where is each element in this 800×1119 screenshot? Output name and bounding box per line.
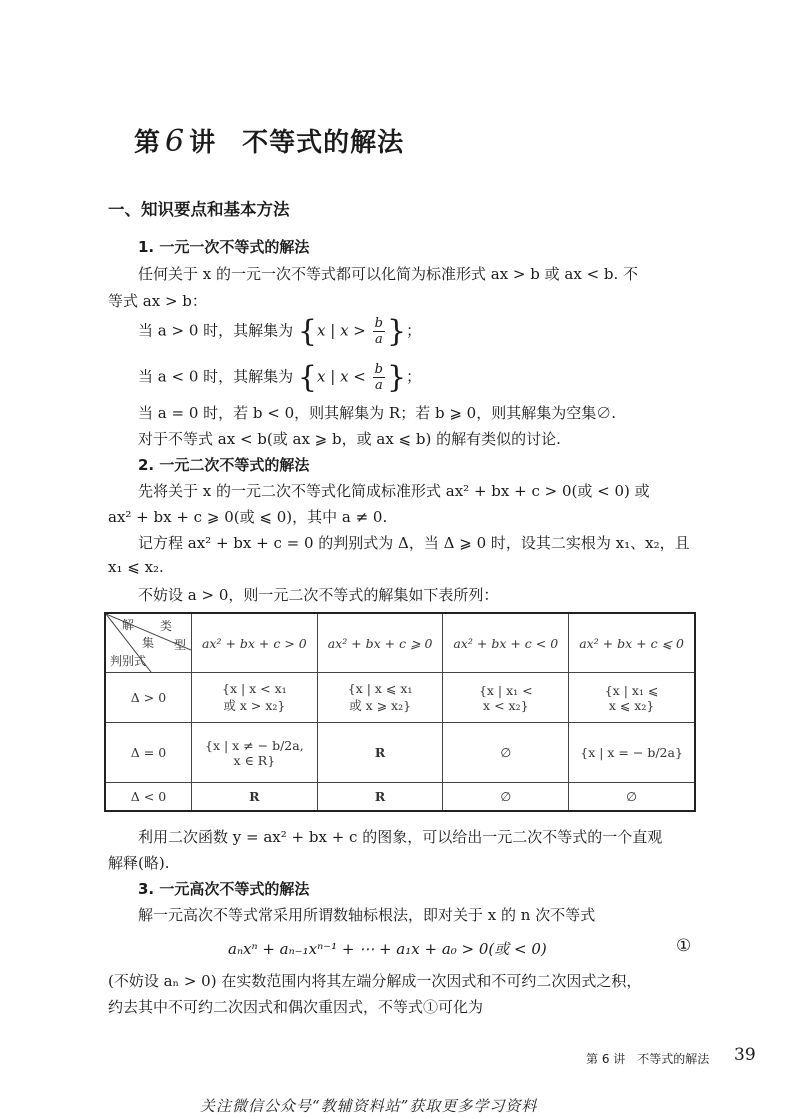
chapter-name: 不等式的解法 <box>242 128 405 158</box>
s2-paragraph-2b: x₁ ⩽ x₂. <box>108 558 164 576</box>
subsection-1-title: 1. 一元一次不等式的解法 <box>138 238 310 256</box>
s1-paragraph-1: 任何关于 x 的一元一次不等式都可以化简为标准形式 ax > b 或 ax < b. 不 <box>138 265 639 283</box>
case2-text: 当 a < 0 时，其解集为 <box>138 367 294 386</box>
case1-text: 当 a > 0 时，其解集为 <box>138 321 294 340</box>
corner-discriminant: 判别式 <box>110 654 147 668</box>
section-heading: 一、知识要点和基本方法 <box>108 200 290 219</box>
table-corner-cell <box>105 613 192 673</box>
equation-marker: ① <box>676 936 692 956</box>
table-header-row <box>105 613 695 673</box>
left-brace: { <box>297 360 318 395</box>
table-row <box>105 673 695 723</box>
s2-paragraph-4b: 解释(略). <box>108 854 170 872</box>
case2-set: x | x < <box>317 367 366 386</box>
s3-formula: aₙxⁿ + aₙ₋₁xⁿ⁻¹ + ⋯ + a₁x + a₀ > 0(或 < 0) <box>228 940 547 958</box>
s2-paragraph-3: 不妨设 a > 0，则一元二次不等式的解集如下表所列： <box>138 586 499 604</box>
table-cell: {x | x ⩽ x₁ 或 x ⩾ x₂} <box>317 673 443 723</box>
row-label: Δ < 0 <box>105 783 192 811</box>
s2-paragraph-1b: ax² + bx + c ⩾ 0(或 ⩽ 0)，其中 a ≠ 0. <box>108 508 388 526</box>
page-number: 39 <box>734 1045 756 1065</box>
table-cell: R <box>317 723 443 783</box>
table-cell: {x | x₁ < x < x₂} <box>443 673 569 723</box>
s2-paragraph-1: 先将关于 x 的一元二次不等式化简成标准形式 ax² + bx + c > 0(或 < 0) 或 <box>138 482 650 500</box>
table-header: ax² + bx + c > 0 <box>192 613 318 673</box>
table-header: ax² + bx + c ⩾ 0 <box>317 613 443 673</box>
s1-case-positive: 当 a > 0 时，其解集为 {x | x > $\frac{b}{a}$ }； <box>138 314 422 349</box>
s2-paragraph-2: 记方程 ax² + bx + c = 0 的判别式为 Δ，当 Δ ⩾ 0 时，设其二实根为 x₁、x₂，且 <box>138 534 690 552</box>
table-cell: {x | x ≠ − b/2a, x ∈ R} <box>192 723 318 783</box>
subsection-3-title: 3. 一元高次不等式的解法 <box>138 880 310 898</box>
promo-banner: 关注微信公众号“教辅资料站”获取更多学习资料 <box>200 1097 538 1115</box>
running-footer: 第 6 讲 不等式的解法 <box>586 1052 710 1066</box>
case1-set: x | x > <box>317 321 366 340</box>
table-cell: R <box>317 783 443 811</box>
corner-type-2: 型 <box>174 638 187 652</box>
s1-case-negative: 当 a < 0 时，其解集为 {x | x < $\frac{b}{a}$ }； <box>138 360 422 395</box>
s3-paragraph-1: 解一元高次不等式常采用所谓数轴标根法，即对关于 x 的 n 次不等式 <box>138 906 596 924</box>
s1-note: 对于不等式 ax < b(或 ax ⩾ b，或 ax ⩽ b) 的解有类似的讨论. <box>138 430 561 448</box>
table-row <box>105 783 695 811</box>
chapter-prefix: 第 <box>134 128 162 158</box>
chapter-number: 6 <box>165 124 186 159</box>
s1-case-zero: 当 a = 0 时，若 b < 0，则其解集为 R；若 b ⩾ 0，则其解集为空集∅. <box>138 404 616 422</box>
table-cell: R <box>192 783 318 811</box>
row-label: Δ > 0 <box>105 673 192 723</box>
s3-paragraph-2: (不妨设 aₙ > 0) 在实数范围内将其左端分解成一次因式和不可约二次因式之积， <box>108 972 642 990</box>
row-label: Δ = 0 <box>105 723 192 783</box>
s1-paragraph-1b: 等式 ax > b： <box>108 292 207 310</box>
table-cell: ∅ <box>443 723 569 783</box>
table-cell: {x | x < x₁ 或 x > x₂} <box>192 673 318 723</box>
table-header: ax² + bx + c < 0 <box>443 613 569 673</box>
left-brace: { <box>297 314 318 349</box>
fraction-b-over-a: $\frac{b}{a}$ <box>374 316 383 347</box>
chapter-suffix: 讲 <box>189 128 217 158</box>
right-brace: } <box>386 314 407 349</box>
solution-table <box>104 612 696 812</box>
s2-paragraph-4: 利用二次函数 y = ax² + bx + c 的图象，可以给出一元二次不等式的一个直观 <box>138 828 663 846</box>
corner-solution-1: 解 <box>122 618 135 632</box>
table-cell: ∅ <box>443 783 569 811</box>
fraction-b-over-a: $\frac{b}{a}$ <box>374 362 383 393</box>
s3-paragraph-3: 约去其中不可约二次因式和偶次重因式，不等式①可化为 <box>108 998 484 1016</box>
corner-solution-2: 集 <box>142 636 155 650</box>
table-cell: ∅ <box>569 783 695 811</box>
corner-type-1: 类 <box>160 619 173 633</box>
subsection-2-title: 2. 一元二次不等式的解法 <box>138 456 310 474</box>
table-row <box>105 723 695 783</box>
table-cell: {x | x = − b/2a} <box>569 723 695 783</box>
right-brace: } <box>386 360 407 395</box>
table-cell: {x | x₁ ⩽ x ⩽ x₂} <box>569 673 695 723</box>
chapter-title <box>134 122 404 159</box>
table-header: ax² + bx + c ⩽ 0 <box>569 613 695 673</box>
